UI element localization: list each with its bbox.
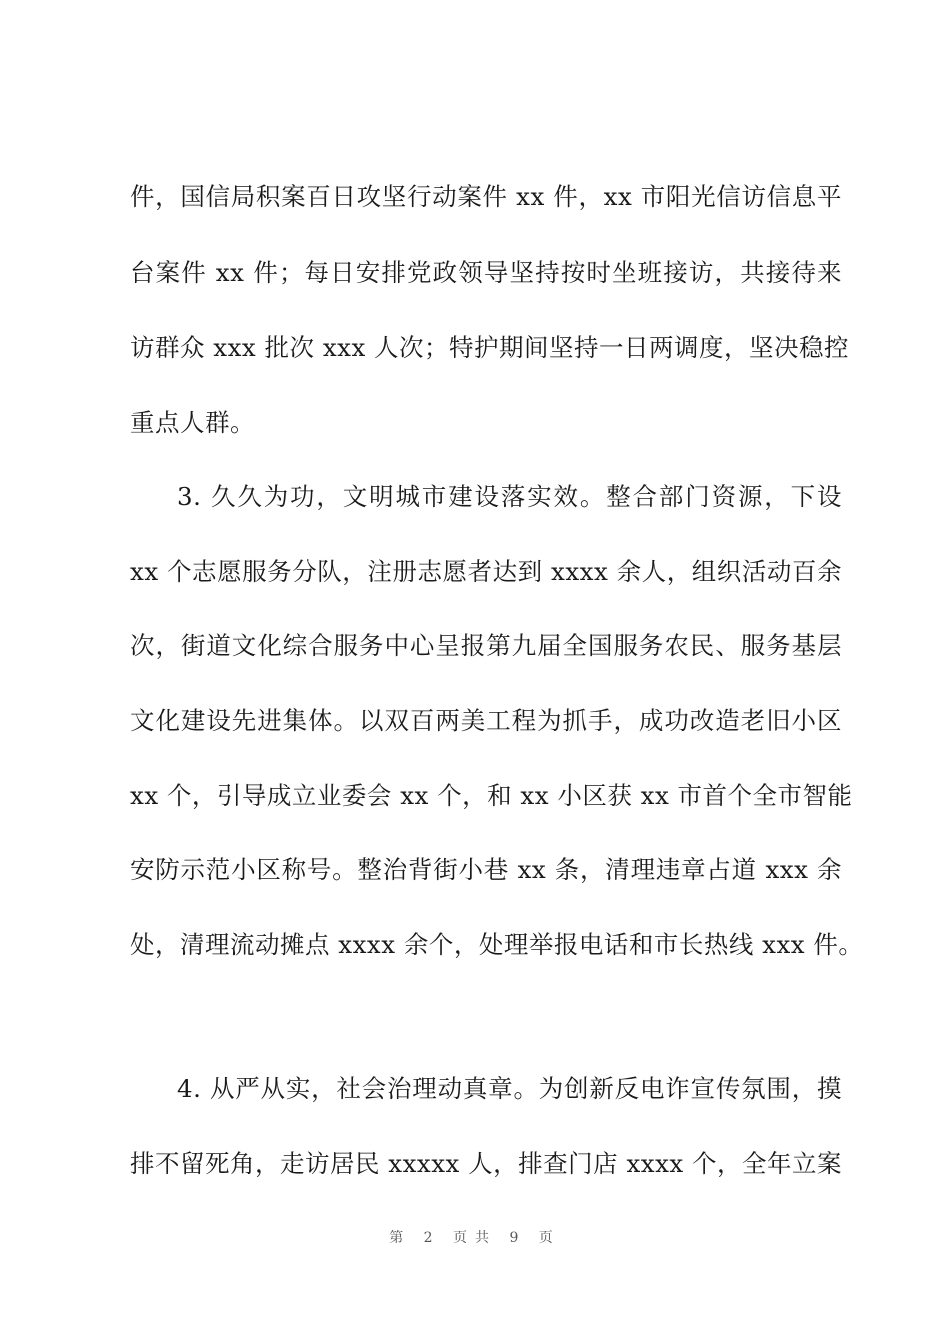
text-line: 文化建设先进集体。以双百两美工程为抓手，成功改造老旧小区 <box>130 706 842 735</box>
text-line: 重点人群。 <box>130 408 255 437</box>
text-line: 台案件 xx 件；每日安排党政领导坚持按时坐班接访，共接待来 <box>130 258 842 287</box>
text-line: 处，清理流动摊点 xxxx 余个，处理举报电话和市长热线 xxx 件。 <box>130 930 864 959</box>
paragraph-start-line: 3. 久久为功，文明城市建设落实效。整合部门资源，下设 <box>177 482 842 511</box>
text-line: 件，国信局积案百日攻坚行动案件 xx 件，xx 市阳光信访信息平 <box>130 182 842 211</box>
text-line: 安防示范小区称号。整治背街小巷 xx 条，清理违章占道 xxx 余 <box>130 855 842 884</box>
paragraph-start-line: 4. 从严从实，社会治理动真章。为创新反电诈宣传氛围，摸 <box>177 1074 842 1103</box>
text-line: xx 个，引导成立业委会 xx 个，和 xx 小区获 xx 市首个全市智能 <box>130 781 853 810</box>
page-number-footer: 第 2 页共 9 页 <box>389 1230 561 1246</box>
text-line: 排不留死角，走访居民 xxxxx 人，排查门店 xxxx 个，全年立案 <box>130 1149 843 1178</box>
text-line: xx 个志愿服务分队，注册志愿者达到 xxxx 余人，组织活动百余 <box>130 557 842 586</box>
text-line: 次，街道文化综合服务中心呈报第九届全国服务农民、服务基层 <box>130 631 842 660</box>
text-line: 访群众 xxx 批次 xxx 人次；特护期间坚持一日两调度，坚决稳控 <box>130 333 850 362</box>
